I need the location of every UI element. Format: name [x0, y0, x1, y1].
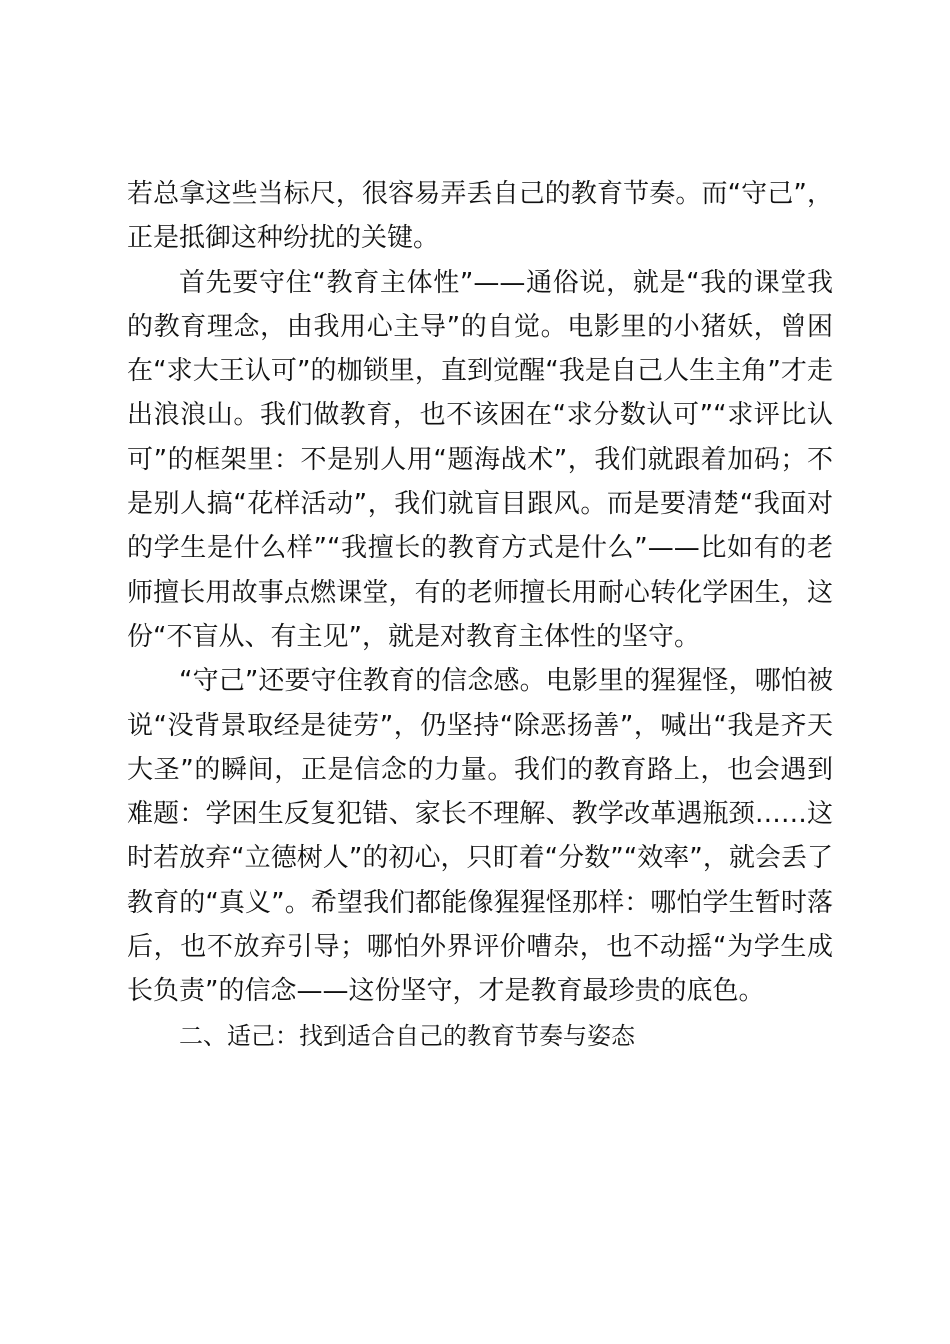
paragraph-belief: “守己”还要守住教育的信念感。电影里的猩猩怪，哪怕被说“没背景取经是徒劳”，仍坚持“除恶扬善”，喊出“我是齐天大圣”的瞬间，正是信念的力量。我们的教育路上，也会遇到难题：学困生反复犯错、家长不理解、教学改革遇瓶颈……这时若放弃“立德树人”的初心，只盯着“分数”“效率”，就会丢了教育的“真义”。希望我们都能像猩猩怪那样：哪怕学生暂时落后，也不放弃引导；哪怕外界评价嘈杂，也不动摇“为学生成长负责”的信念——这份坚守，才是教育最珍贵的底色。: [127, 666, 833, 1007]
body-text: [127, 172, 833, 1058]
paragraph-continuation: 若总拿这些当标尺，很容易弄丢自己的教育节奏。而“守己”，正是抵御这种纷扰的关键。: [127, 179, 833, 254]
paragraph-subjectivity: 首先要守住“教育主体性”——通俗说，就是“我的课堂我的教育理念，由我用心主导”的自觉。电影里的小猪妖，曾困在“求大王认可”的枷锁里，直到觉醒“我是自己人生主角”才走出浪浪山。我们做教育，也不该困在“求分数认可”“求评比认可”的框架里：不是别人用“题海战术”，我们就跟着加码；不是别人搞“花样活动”，我们就盲目跟风。而是要清楚“我面对的学生是什么样”“我擅长的教育方式是什么”——比如有的老师擅长用故事点燃课堂，有的老师擅长用耐心转化学困生，这份“不盲从、有主见”，就是对教育主体性的坚守。: [127, 267, 833, 652]
section-heading: 二、适己：找到适合自己的教育节奏与姿态: [179, 1021, 635, 1050]
